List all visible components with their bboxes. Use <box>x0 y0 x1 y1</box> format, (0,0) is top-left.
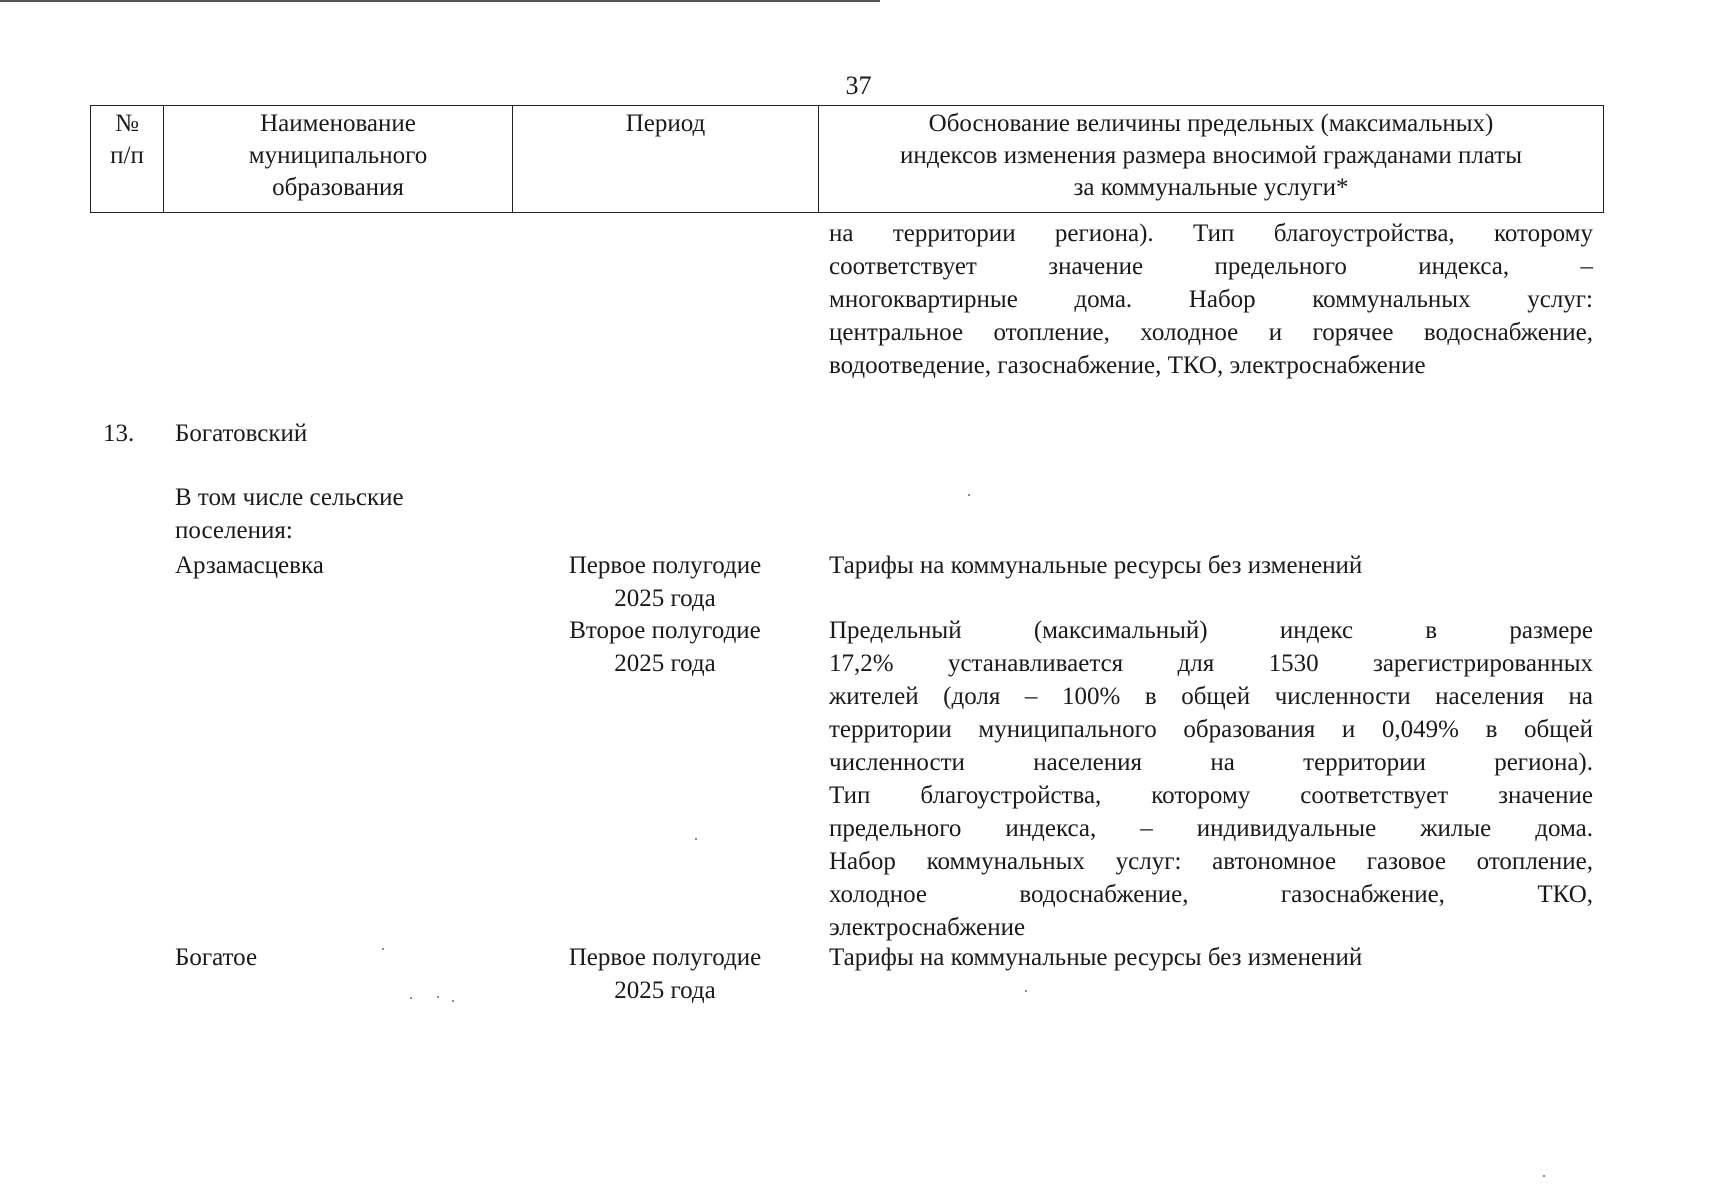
justification-cell <box>829 549 1593 582</box>
header-text: п/п <box>110 142 144 169</box>
continuation-text <box>829 217 1593 382</box>
text-line: на территории региона). Тип благоустройства, которому <box>829 220 1593 247</box>
scan-speck <box>1543 1175 1545 1177</box>
period-line: Первое полугодие <box>568 552 762 579</box>
period-cell <box>545 549 785 615</box>
header-name-column <box>164 106 513 212</box>
settlement-name: Богатое <box>175 944 258 971</box>
header-number-column <box>91 106 164 212</box>
subheading-line: поселения: <box>175 517 293 544</box>
subheading-line: В том числе сельские <box>175 484 404 511</box>
period-cell <box>545 941 785 1007</box>
settlement-name: Арзамасцевка <box>175 552 324 579</box>
text-line: предельного индекса, – индивидуальные жилые дома. <box>829 815 1593 842</box>
scan-speck <box>452 1000 454 1002</box>
period-line: 2025 года <box>614 585 716 612</box>
justification-cell <box>829 941 1593 974</box>
scan-speck <box>382 948 384 950</box>
scan-speck <box>1025 990 1027 992</box>
text-line: Набор коммунальных услуг: автономное газовое отопление, <box>829 848 1593 875</box>
text-line: 17,2% устанавливается для 1530 зарегистрированных <box>829 650 1593 677</box>
table-header <box>90 105 1604 213</box>
text-line: Тарифы на коммунальные ресурсы без изменений <box>829 552 1363 579</box>
text-line: центральное отопление, холодное и горячее водоснабжение, <box>829 319 1593 346</box>
scan-edge <box>0 0 880 2</box>
text-line: жителей (доля – 100% в общей численности населения на <box>829 683 1593 710</box>
header-text: образования <box>272 174 404 201</box>
period-line: 2025 года <box>614 650 716 677</box>
text-line: соответствует значение предельного индекса, – <box>829 253 1593 280</box>
period-line: Второе полугодие <box>569 617 761 644</box>
text-line: Тип благоустройства, которому соответствует значение <box>829 782 1593 809</box>
period-line: 2025 года <box>614 977 716 1004</box>
text-line: многоквартирные дома. Набор коммунальных услуг: <box>829 286 1593 313</box>
header-text: Обоснование величины предельных (максимальных) <box>928 110 1494 137</box>
header-justification-column <box>819 106 1603 212</box>
period-cell <box>545 614 785 680</box>
justification-cell <box>829 614 1593 944</box>
scan-speck <box>410 997 412 999</box>
scan-speck <box>437 996 439 998</box>
page-number: 37 <box>845 71 872 100</box>
text-line: водоотведение, газоснабжение, ТКО, электроснабжение <box>829 352 1426 379</box>
scan-speck <box>968 494 970 496</box>
period-line: Первое полугодие <box>568 944 762 971</box>
header-text: Период <box>625 110 706 137</box>
text-line: численности населения на территории региона). <box>829 749 1593 776</box>
header-period-column <box>513 106 819 212</box>
municipality-name: Богатовский <box>175 420 308 447</box>
scan-speck <box>695 838 697 840</box>
row-number: 13. <box>103 420 135 447</box>
header-text: Наименование <box>260 110 416 137</box>
text-line: Предельный (максимальный) индекс в размере <box>829 617 1593 644</box>
text-line: Тарифы на коммунальные ресурсы без изменений <box>829 944 1363 971</box>
header-text: муниципального <box>248 142 428 169</box>
text-line: территории муниципального образования и 0,049% в общей <box>829 716 1593 743</box>
header-text: № <box>115 110 139 137</box>
subheading <box>175 481 404 547</box>
text-line: холодное водоснабжение, газоснабжение, ТКО, <box>829 881 1593 908</box>
header-text: за коммунальные услуги* <box>1073 174 1349 201</box>
text-line: электроснабжение <box>829 914 1026 941</box>
header-text: индексов изменения размера вносимой гражданами платы <box>899 142 1523 169</box>
